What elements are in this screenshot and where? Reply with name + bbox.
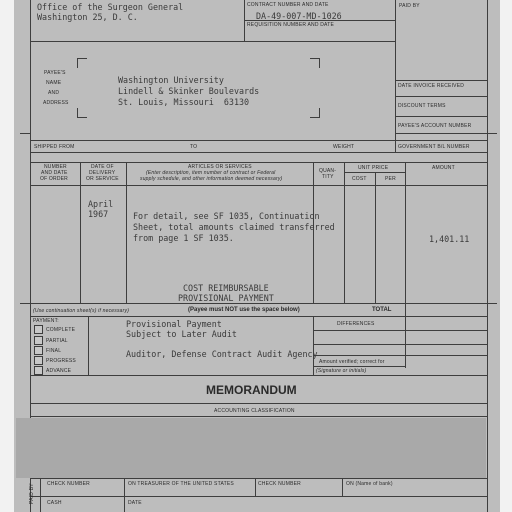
description-2: Sheet, total amounts claimed transferred <box>133 222 335 232</box>
paid-side-div <box>40 478 41 512</box>
verified-line <box>313 366 405 367</box>
date-invoice-received-label: DATE INVOICE RECEIVED <box>398 83 465 89</box>
total-line <box>30 316 487 317</box>
final-label: FINAL <box>46 348 62 354</box>
shipped-from-label: SHIPPED FROM <box>34 144 75 150</box>
payee-label-4: ADDRESS <box>43 100 69 106</box>
lower-bottom <box>30 375 487 376</box>
diff-line-3 <box>313 355 487 356</box>
progress-checkbox[interactable] <box>34 356 43 365</box>
office-line-1: Office of the Surgeon General <box>37 2 184 12</box>
paid-div-3 <box>342 478 343 496</box>
check-number-label-2: CHECK NUMBER <box>258 481 301 487</box>
shipping-bottom <box>30 152 487 153</box>
margin-tick-4 <box>487 303 497 304</box>
col-div-1 <box>80 162 81 303</box>
description-1: For detail, see SF 1035, Continuation <box>133 211 320 221</box>
differences-label: DIFFERENCES <box>337 321 375 327</box>
address-corner-br <box>310 108 320 118</box>
service-date-2: 1967 <box>88 209 109 219</box>
gbl-label: GOVERNMENT B/L NUMBER <box>398 144 470 150</box>
paid-mid <box>30 496 487 497</box>
paid-top <box>30 478 487 479</box>
remarks-1: Provisional Payment <box>126 319 222 329</box>
weight-label: WEIGHT <box>333 144 355 150</box>
continuation-note: (Use continuation sheet(s) if necessary) <box>33 308 130 314</box>
complete-checkbox[interactable] <box>34 325 43 334</box>
to-label: TO <box>190 144 198 150</box>
discount-terms-label: DISCOUNT TERMS <box>398 103 446 109</box>
complete-label: COMPLETE <box>46 327 76 333</box>
address-corner-tl <box>77 58 87 68</box>
col-number-2: AND DATE <box>41 170 68 176</box>
right-line-2 <box>395 96 487 97</box>
verified-sub: (Signature or initials) <box>316 368 367 374</box>
address-corner-tr <box>310 58 320 68</box>
col-unit-price: UNIT PRICE <box>358 165 389 171</box>
payee-label-2: NAME <box>46 80 62 86</box>
payment-div <box>88 316 89 375</box>
paid-by-label: PAID BY <box>399 3 420 9</box>
office-line-2: Washington 25, D. C. <box>37 12 138 22</box>
payment-label: PAYMENT: <box>33 318 59 324</box>
bank-name-label: ON (Name of bank) <box>346 481 393 487</box>
margin-tick-3 <box>487 133 497 134</box>
shipping-top <box>30 140 487 141</box>
margin-tick-1 <box>20 133 30 134</box>
col-div-2 <box>126 162 127 303</box>
paid-by-side-label: PAID BY <box>29 483 35 504</box>
description-3: from page 1 SF 1035. <box>133 233 234 243</box>
column-header-bottom <box>30 185 487 186</box>
treasurer-label: ON TREASURER OF THE UNITED STATES <box>128 481 234 487</box>
diff-line-2 <box>313 344 487 345</box>
col-div-5 <box>375 172 376 303</box>
paid-div-1 <box>124 478 125 496</box>
reimbursable-2: PROVISIONAL PAYMENT <box>178 293 274 303</box>
remarks-2: Subject to Later Audit <box>126 329 237 339</box>
col-number-1: NUMBER <box>44 164 67 170</box>
final-checkbox[interactable] <box>34 346 43 355</box>
payee-address-2: Lindell & Skinker Boulevards <box>118 86 260 96</box>
col-delivery-3: OR SERVICE <box>86 176 119 182</box>
check-number-label: CHECK NUMBER <box>47 481 90 487</box>
address-corner-bl <box>77 108 87 118</box>
memorandum-title: MEMORANDUM <box>206 383 297 397</box>
col-div-4 <box>344 162 345 303</box>
right-line-3 <box>395 116 487 117</box>
diff-line-1 <box>313 330 487 331</box>
verified-label: Amount verified; correct for <box>319 359 385 365</box>
memo-line <box>30 403 487 404</box>
right-border <box>487 0 488 512</box>
partial-label: PARTIAL <box>46 338 68 344</box>
header-bottom <box>30 41 395 42</box>
progress-label: PROGRESS <box>46 358 76 364</box>
col-articles-sub-2: supply schedule, and other information deemed necessary) <box>140 176 283 182</box>
partial-checkbox[interactable] <box>34 336 43 345</box>
col-number-3: OF ORDER <box>40 176 68 182</box>
reimbursable-1: COST REIMBURSABLE <box>183 283 269 293</box>
col-amount: AMOUNT <box>432 165 455 171</box>
contract-label: CONTRACT NUMBER AND DATE <box>247 2 329 8</box>
remarks-4: Auditor, Defense Contract Audit Agency <box>126 349 318 359</box>
payee-label-1: PAYEE'S <box>44 70 66 76</box>
col-articles-sub-1: (Enter description, item number of contract or Federal <box>146 170 276 176</box>
payee-label-3: AND <box>48 90 60 96</box>
col-quantity-1: QUAN- <box>319 168 337 174</box>
total-label: TOTAL <box>372 307 392 313</box>
accounting-area <box>16 418 486 478</box>
payee-address-1: Washington University <box>118 75 224 85</box>
shipping-div <box>395 140 396 152</box>
contract-number: DA-49-007-MD-1026 <box>256 11 342 21</box>
payee-account-label: PAYEE'S ACCOUNT NUMBER <box>398 123 472 129</box>
payee-warning: (Payee must NOT use the space below) <box>188 307 300 313</box>
requisition-label: REQUISITION NUMBER AND DATE <box>247 22 334 28</box>
right-line-1 <box>395 80 487 81</box>
paid-div-4 <box>124 496 125 512</box>
accounting-line <box>30 416 487 417</box>
accounting-label: ACCOUNTING CLASSIFICATION <box>214 408 295 414</box>
col-articles: ARTICLES OR SERVICES <box>188 164 252 170</box>
margin-tick-2 <box>20 303 30 304</box>
col-delivery-2: DELIVERY <box>89 170 116 176</box>
date-label: DATE <box>128 500 142 506</box>
column-header-top <box>30 162 487 163</box>
paid-div-2 <box>255 478 256 496</box>
payee-address-3: St. Louis, Missouri 63130 <box>118 97 250 107</box>
col-delivery-1: DATE OF <box>91 164 114 170</box>
col-div-6 <box>405 162 406 368</box>
right-line-4 <box>395 133 487 134</box>
advance-checkbox[interactable] <box>34 366 43 375</box>
amount-value: 1,401.11 <box>429 234 470 244</box>
unit-price-line <box>344 172 405 173</box>
col-cost: COST <box>352 176 367 182</box>
col-quantity-2: TITY <box>322 174 334 180</box>
header-divider-2 <box>395 0 396 140</box>
service-date-1: April <box>88 199 114 209</box>
advance-label: ADVANCE <box>46 368 72 374</box>
cash-label: CASH <box>47 500 62 506</box>
col-per: PER <box>385 176 396 182</box>
